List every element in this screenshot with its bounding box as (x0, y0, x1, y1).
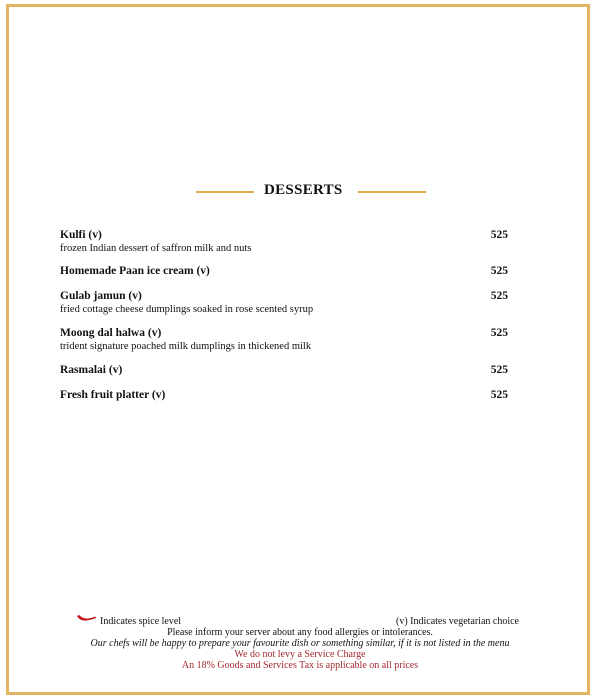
legend-row (0, 616, 600, 627)
item-description: trident signature poached milk dumplings in thickened milk (60, 341, 312, 352)
item-price: 525 (490, 389, 508, 401)
section-header (0, 182, 600, 202)
title-rule-right (358, 191, 426, 193)
section-title: DESSERTS (264, 182, 343, 198)
menu-item (60, 290, 508, 316)
allergy-note: Please inform your server about any food allergies or intolerances. (167, 627, 433, 638)
item-name: Rasmalai (v) (60, 364, 123, 376)
item-price: 525 (490, 290, 508, 302)
service-charge-note: We do not levy a Service Charge (234, 649, 366, 660)
item-price: 525 (490, 364, 508, 376)
item-name: Homemade Paan ice cream (v) (60, 265, 210, 277)
spice-legend: Indicates spice level (100, 616, 182, 627)
item-price: 525 (490, 265, 508, 277)
item-price: 525 (490, 327, 508, 339)
veg-legend: (v) Indicates vegetarian choice (396, 616, 519, 627)
item-name: Gulab jamun (v) (60, 290, 142, 302)
menu-item (60, 364, 508, 377)
item-name: Kulfi (v) (60, 229, 102, 241)
title-rule-left (196, 191, 254, 193)
menu-item (60, 265, 508, 278)
menu-item (60, 327, 508, 353)
menu-footer (0, 616, 600, 671)
item-price: 525 (490, 229, 508, 241)
item-name: Moong dal halwa (v) (60, 327, 162, 339)
chili-icon (77, 615, 97, 623)
item-description: fried cottage cheese dumplings soaked in rose scented syrup (60, 304, 314, 315)
menu-item (60, 389, 508, 402)
item-description: frozen Indian dessert of saffron milk and nuts (60, 243, 252, 254)
tax-note: An 18% Goods and Services Tax is applicable on all prices (181, 660, 419, 671)
item-name: Fresh fruit platter (v) (60, 389, 166, 401)
menu-item (60, 229, 508, 255)
chef-note: Our chefs will be happy to prepare your favourite dish or something similar, if it is not listed in the menu (90, 638, 510, 649)
